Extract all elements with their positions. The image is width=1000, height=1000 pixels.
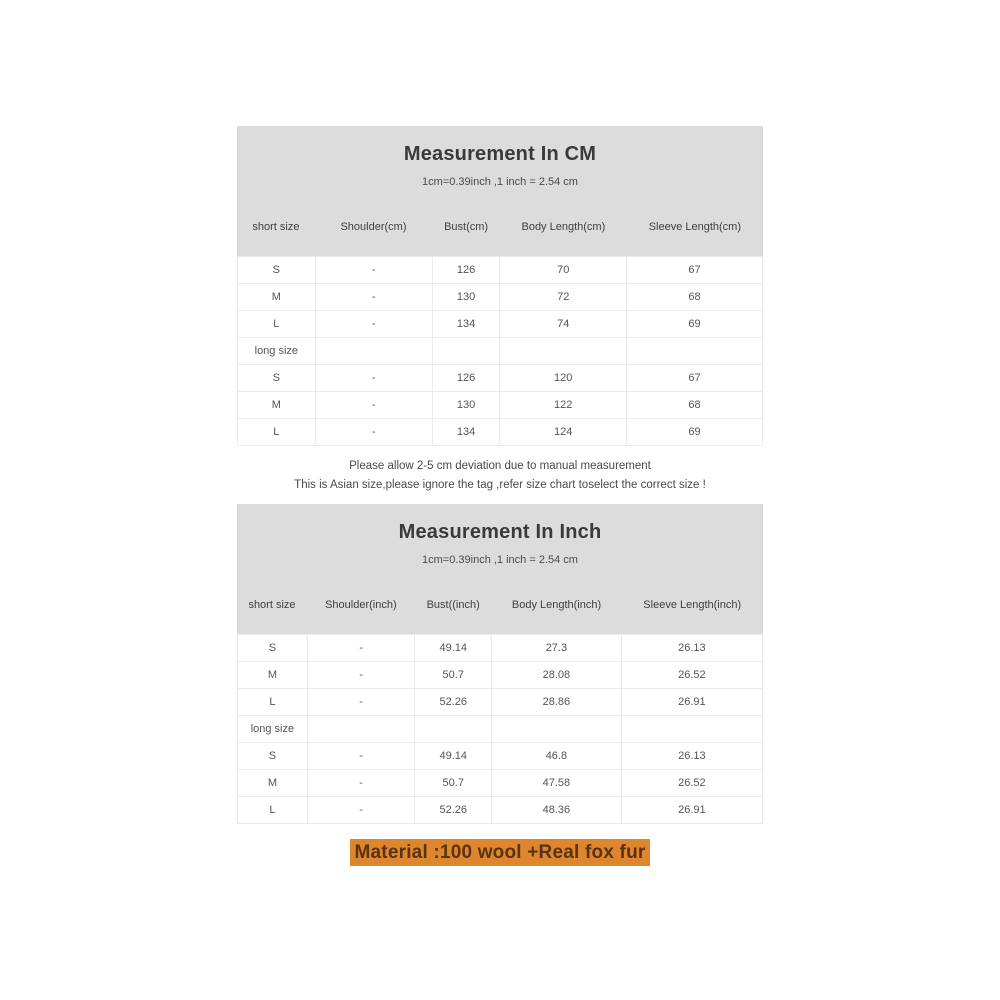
table-cell: - — [307, 662, 415, 689]
table-cell: 69 — [626, 311, 762, 338]
size-cell: S — [238, 635, 308, 662]
table-row — [238, 716, 763, 743]
cm-column-header: Bust(cm) — [444, 221, 489, 233]
table-cell: 134 — [432, 419, 500, 446]
table-cell: 48.36 — [492, 797, 622, 824]
table-cell: - — [307, 797, 415, 824]
table-cell: - — [315, 365, 432, 392]
table-cell: - — [307, 770, 415, 797]
inch-column-header: short size — [248, 599, 296, 611]
table-cell: 26.13 — [621, 743, 762, 770]
table-cell: 120 — [500, 365, 627, 392]
cm-column-header: Shoulder(cm) — [340, 221, 407, 233]
table-cell: 28.08 — [492, 662, 622, 689]
measurement-notes — [237, 446, 763, 504]
table-row — [238, 392, 763, 419]
table-row — [238, 284, 763, 311]
table-row — [238, 635, 763, 662]
size-cell: S — [238, 365, 316, 392]
inch-section-header — [237, 504, 763, 634]
table-row — [238, 770, 763, 797]
size-group-cell: long size — [238, 338, 316, 365]
cm-title: Measurement In CM — [403, 143, 597, 165]
inch-title: Measurement In Inch — [398, 521, 602, 543]
size-cell: L — [238, 311, 316, 338]
size-cell: S — [238, 257, 316, 284]
table-cell — [500, 338, 627, 365]
size-cell: L — [238, 419, 316, 446]
cm-column-header-row — [237, 205, 763, 249]
inch-measurement-table — [237, 634, 763, 824]
table-cell: 50.7 — [415, 770, 492, 797]
table-cell: 67 — [626, 365, 762, 392]
size-chart-sheet — [237, 0, 763, 866]
table-row — [238, 419, 763, 446]
table-cell: 49.14 — [415, 743, 492, 770]
table-cell: - — [315, 311, 432, 338]
table-cell: 47.58 — [492, 770, 622, 797]
table-cell: 130 — [432, 284, 500, 311]
table-cell — [626, 338, 762, 365]
table-cell: 26.13 — [621, 635, 762, 662]
table-cell: 49.14 — [415, 635, 492, 662]
cm-column-header: Sleeve Length(cm) — [648, 221, 742, 233]
table-cell: 122 — [500, 392, 627, 419]
size-group-cell: long size — [238, 716, 308, 743]
size-cell: M — [238, 662, 308, 689]
size-cell: M — [238, 392, 316, 419]
table-cell: 67 — [626, 257, 762, 284]
table-cell: - — [315, 419, 432, 446]
inch-column-header: Sleeve Length(inch) — [643, 599, 742, 611]
table-cell: 124 — [500, 419, 627, 446]
table-cell: 26.91 — [621, 797, 762, 824]
material-row — [237, 839, 763, 866]
table-cell — [432, 338, 500, 365]
table-row — [238, 689, 763, 716]
inch-conversion-note: 1cm=0.39inch ,1 inch = 2.54 cm — [422, 554, 578, 566]
cm-column-header: Body Length(cm) — [521, 221, 606, 233]
size-cell: L — [238, 689, 308, 716]
table-cell: - — [307, 689, 415, 716]
table-cell: 26.52 — [621, 662, 762, 689]
table-cell: 50.7 — [415, 662, 492, 689]
size-cell: S — [238, 743, 308, 770]
size-cell: M — [238, 770, 308, 797]
material-label: Material :100 wool +Real fox fur — [350, 839, 651, 866]
table-cell: - — [315, 257, 432, 284]
table-cell — [415, 716, 492, 743]
table-row — [238, 338, 763, 365]
table-cell — [492, 716, 622, 743]
table-cell: - — [315, 392, 432, 419]
table-row — [238, 311, 763, 338]
table-cell: 26.52 — [621, 770, 762, 797]
cm-conversion-note: 1cm=0.39inch ,1 inch = 2.54 cm — [422, 176, 578, 188]
table-cell — [315, 338, 432, 365]
inch-column-header-row — [237, 583, 763, 627]
size-cell: L — [238, 797, 308, 824]
table-cell: 69 — [626, 419, 762, 446]
table-cell: 27.3 — [492, 635, 622, 662]
table-row — [238, 365, 763, 392]
inch-column-header: Bust((inch) — [426, 599, 480, 611]
cm-section-header — [237, 126, 763, 256]
table-cell: 68 — [626, 284, 762, 311]
table-cell: 134 — [432, 311, 500, 338]
table-row — [238, 257, 763, 284]
table-row — [238, 662, 763, 689]
table-row — [238, 797, 763, 824]
table-cell: 72 — [500, 284, 627, 311]
table-cell: - — [307, 743, 415, 770]
table-cell: 46.8 — [492, 743, 622, 770]
table-cell: 26.91 — [621, 689, 762, 716]
inch-column-header: Shoulder(inch) — [325, 599, 397, 611]
table-cell — [621, 716, 762, 743]
table-cell: 28.86 — [492, 689, 622, 716]
table-cell: 126 — [432, 365, 500, 392]
inch-column-header: Body Length(inch) — [511, 599, 602, 611]
table-row — [238, 743, 763, 770]
size-cell: M — [238, 284, 316, 311]
table-cell: - — [307, 635, 415, 662]
table-cell: 68 — [626, 392, 762, 419]
cm-measurement-table — [237, 256, 763, 446]
table-cell: 52.26 — [415, 689, 492, 716]
table-cell: 130 — [432, 392, 500, 419]
table-cell: - — [315, 284, 432, 311]
asian-size-note: This is Asian size,please ignore the tag ,refer size chart toselect the correct size ! — [294, 479, 706, 491]
table-cell — [307, 716, 415, 743]
table-cell: 52.26 — [415, 797, 492, 824]
table-cell: 74 — [500, 311, 627, 338]
table-cell: 70 — [500, 257, 627, 284]
table-cell: 126 — [432, 257, 500, 284]
cm-column-header: short size — [252, 221, 300, 233]
deviation-note: Please allow 2-5 cm deviation due to manual measurement — [349, 460, 651, 472]
